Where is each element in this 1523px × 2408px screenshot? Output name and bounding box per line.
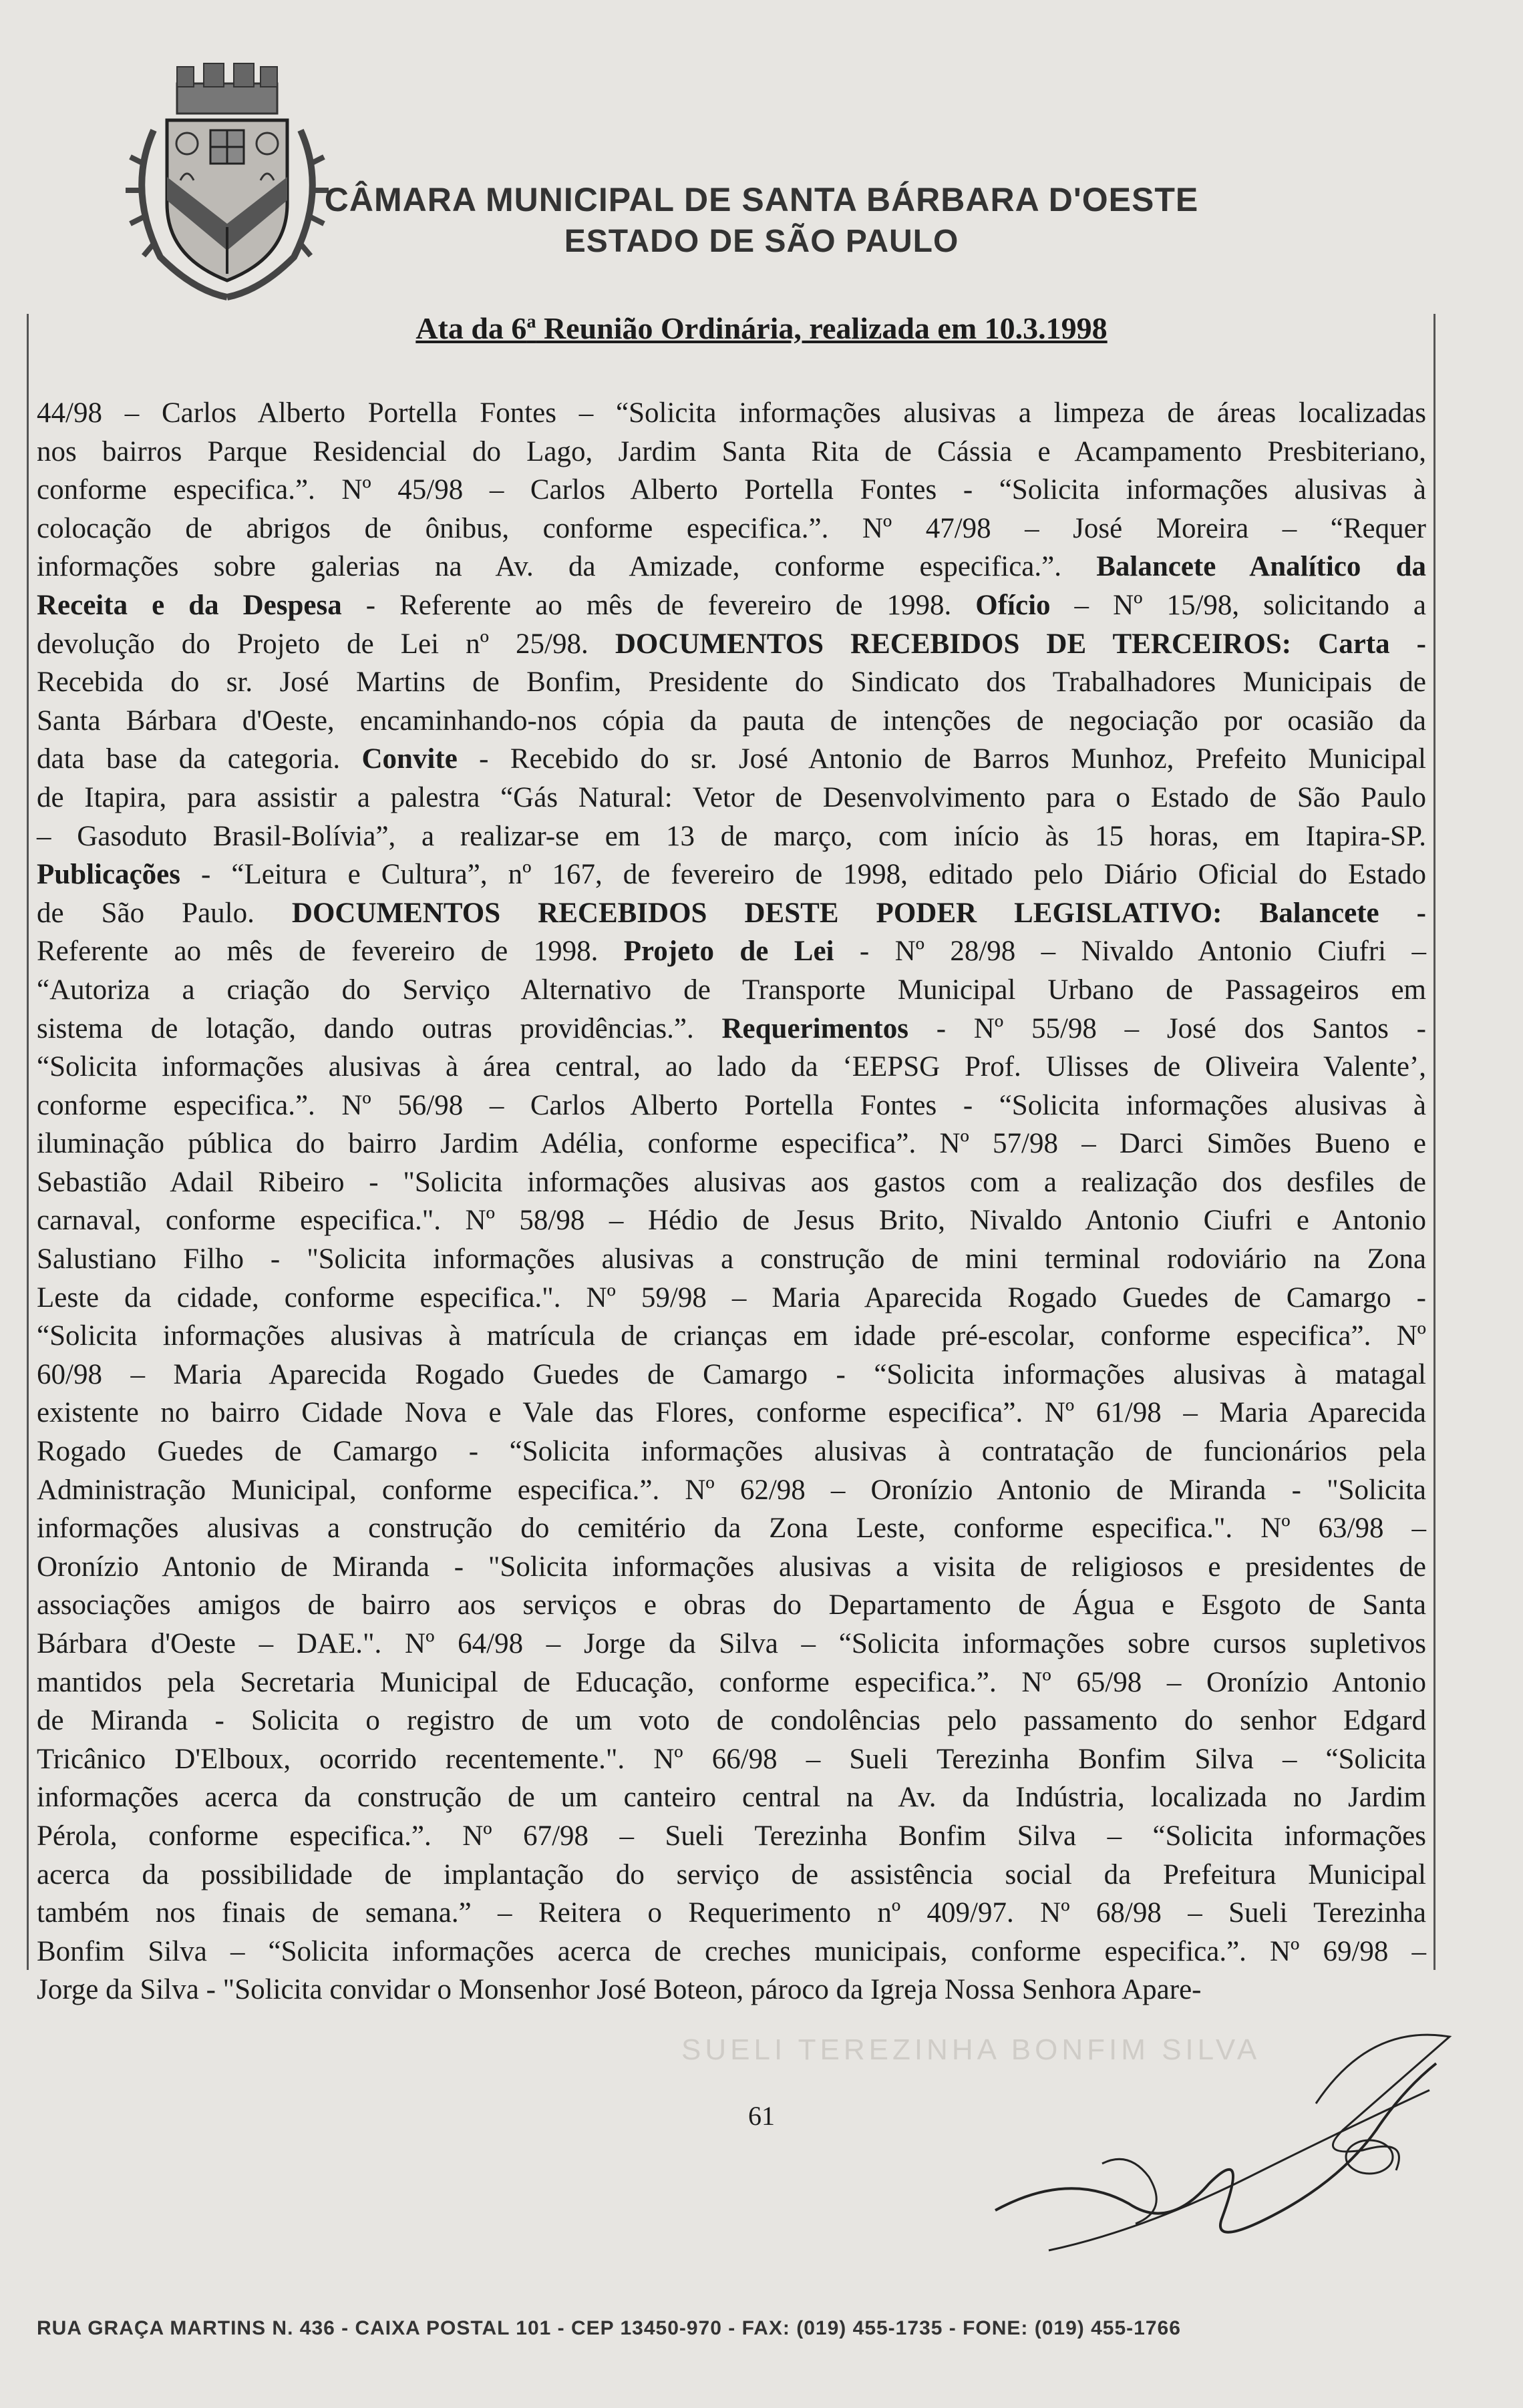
text-segment: também nos finais de semana.” – Reitera o Requerimento nº 409/97. Nº 68/98 – Sueli Terezinha bbox=[37, 1897, 1426, 1929]
text-line bbox=[37, 1817, 1426, 1856]
text-line bbox=[37, 663, 1426, 702]
text-line bbox=[37, 548, 1426, 586]
text-segment: existente no bairro Cidade Nova e Vale das Flores, conforme especifica”. Nº 61/98 – Maria Aparecida bbox=[37, 1397, 1426, 1429]
text-line bbox=[37, 1240, 1426, 1279]
state-name: ESTADO DE SÃO PAULO bbox=[564, 224, 959, 259]
text-line bbox=[37, 1894, 1426, 1933]
text-segment: colocação de abrigos de ônibus, conforme especifica.”. Nº 47/98 – José Moreira – “Requer bbox=[37, 512, 1426, 544]
text-segment: data base da categoria. bbox=[37, 743, 362, 775]
text-line bbox=[37, 740, 1426, 779]
text-segment: conforme especifica.”. Nº 56/98 – Carlos Alberto Portella Fontes - “Solicita informações alusivas à bbox=[37, 1089, 1426, 1121]
text-line bbox=[37, 433, 1426, 471]
text-segment: carnaval, conforme especifica.". Nº 58/98 – Hédio de Jesus Brito, Nivaldo Antonio Ciufri e Antonio bbox=[37, 1205, 1426, 1237]
text-line bbox=[37, 1971, 1426, 2009]
text-line bbox=[37, 510, 1426, 548]
text-line bbox=[37, 1086, 1426, 1125]
text-line bbox=[37, 471, 1426, 510]
text-segment: de Itapira, para assistir a palestra “Gás Natural: Vetor de Desenvolvimento para o Estado de São Paulo bbox=[37, 781, 1426, 813]
text-segment: - Nº 55/98 – José dos Santos - bbox=[908, 1012, 1426, 1044]
text-line bbox=[37, 1125, 1426, 1163]
text-line bbox=[37, 1394, 1426, 1432]
faded-stamp-text: SUELI TEREZINHA BONFIM SILVA bbox=[681, 2033, 1261, 2066]
minutes-body bbox=[37, 394, 1426, 2009]
bold-segment: Balancete Analítico da bbox=[1096, 551, 1427, 583]
page-number: 61 bbox=[748, 2101, 775, 2131]
document-title bbox=[0, 311, 1523, 346]
text-line bbox=[37, 1471, 1426, 1510]
text-line bbox=[37, 779, 1426, 817]
text-segment: Administração Municipal, conforme especifica.”. Nº 62/98 – Oronízio Antonio de Miranda - "Solicita bbox=[37, 1474, 1426, 1506]
text-line bbox=[37, 625, 1426, 664]
bold-segment: DOCUMENTOS RECEBIDOS DE TERCEIROS: Carta - bbox=[615, 628, 1426, 660]
text-line bbox=[37, 1356, 1426, 1394]
bold-segment: DOCUMENTOS RECEBIDOS DESTE PODER LEGISLATIVO: Balancete - bbox=[291, 897, 1426, 929]
right-margin-line bbox=[1433, 314, 1435, 1970]
text-segment: Bonfim Silva – “Solicita informações acerca de creches municipais, conforme especifica.”. Nº 69/98 – bbox=[37, 1935, 1426, 1967]
text-segment: de São Paulo. bbox=[37, 897, 292, 929]
text-line bbox=[37, 932, 1426, 971]
text-line bbox=[37, 1163, 1426, 1202]
address-footer: RUA GRAÇA MARTINS N. 436 - CAIXA POSTAL 101 - CEP 13450-970 - FAX: (019) 455-1735 - FONE: (019) 455-1766 bbox=[37, 2317, 1181, 2339]
bold-segment: Ofício bbox=[975, 589, 1051, 621]
text-line bbox=[37, 1701, 1426, 1740]
text-line bbox=[37, 1201, 1426, 1240]
text-line bbox=[37, 817, 1426, 856]
text-segment: Tricânico D'Elboux, ocorrido recentemente.". Nº 66/98 – Sueli Terezinha Bonfim Silva – “Solicita bbox=[37, 1743, 1426, 1775]
text-segment: Rogado Guedes de Camargo - “Solicita informações alusivas à contratação de funcionários pela bbox=[37, 1436, 1426, 1468]
text-line bbox=[37, 1778, 1426, 1817]
text-segment: informações alusivas a construção do cemitério da Zona Leste, conforme especifica.". Nº 63/98 – bbox=[37, 1513, 1426, 1545]
text-segment: “Solicita informações alusivas à área central, ao lado da ‘EEPSG Prof. Ulisses de Oliveira Valente’, bbox=[37, 1051, 1426, 1083]
text-segment: - Nº 28/98 – Nivaldo Antonio Ciufri – bbox=[834, 936, 1426, 968]
text-segment: Leste da cidade, conforme especifica.". Nº 59/98 – Maria Aparecida Rogado Guedes de Camargo - bbox=[37, 1281, 1426, 1314]
text-segment: iluminação pública do bairro Jardim Adélia, conforme especifica”. Nº 57/98 – Darci Simões Bueno e bbox=[37, 1128, 1426, 1160]
text-segment: conforme especifica.”. Nº 45/98 – Carlos Alberto Portella Fontes - “Solicita informações alusivas à bbox=[37, 474, 1426, 506]
text-segment: informações sobre galerias na Av. da Amizade, conforme especifica.”. bbox=[37, 551, 1097, 583]
text-segment: “Autoriza a criação do Serviço Alternativo de Transporte Municipal Urbano de Passageiros em bbox=[37, 974, 1426, 1006]
text-line bbox=[37, 855, 1426, 894]
text-segment: devolução do Projeto de Lei nº 25/98. bbox=[37, 628, 615, 660]
text-line bbox=[37, 1279, 1426, 1318]
left-margin-line bbox=[27, 314, 29, 1970]
text-line bbox=[37, 1317, 1426, 1356]
bold-segment: Receita e da Despesa bbox=[37, 589, 342, 621]
text-line bbox=[37, 1856, 1426, 1894]
text-line bbox=[37, 1432, 1426, 1471]
text-line bbox=[37, 1010, 1426, 1048]
bold-segment: Requerimentos bbox=[721, 1012, 908, 1044]
title-prefix: Ata da 6 bbox=[415, 311, 527, 345]
bold-segment: Projeto de Lei bbox=[623, 936, 834, 968]
text-segment: sistema de lotação, dando outras providências.”. bbox=[37, 1012, 722, 1044]
text-segment: “Solicita informações alusivas à matrícula de crianças em idade pré-escolar, conforme especifica”. Nº bbox=[37, 1320, 1426, 1352]
text-segment: Recebida do sr. José Martins de Bonfim, Presidente do Sindicato dos Trabalhadores Municipais de bbox=[37, 666, 1426, 698]
text-segment: Sebastião Adail Ribeiro - "Solicita informações alusivas aos gastos com a realização dos desfiles de bbox=[37, 1166, 1426, 1198]
title-suffix: Reunião Ordinária, realizada em 10.3.1998 bbox=[536, 311, 1108, 345]
text-line bbox=[37, 702, 1426, 741]
text-segment: nos bairros Parque Residencial do Lago, Jardim Santa Rita de Cássia e Acampamento Presbiteriano, bbox=[37, 435, 1426, 467]
text-segment: 44/98 – Carlos Alberto Portella Fontes – “Solicita informações alusivas a limpeza de áreas localizadas bbox=[37, 397, 1426, 429]
text-segment: Salustiano Filho - "Solicita informações alusivas a construção de mini terminal rodoviário na Zona bbox=[37, 1243, 1426, 1275]
text-segment: Pérola, conforme especifica.”. Nº 67/98 – Sueli Terezinha Bonfim Silva – “Solicita informações bbox=[37, 1820, 1426, 1852]
text-line bbox=[37, 894, 1426, 933]
text-line bbox=[37, 1586, 1426, 1625]
title-ordinal: a bbox=[526, 311, 536, 333]
text-segment: acerca da possibilidade de implantação do serviço de assistência social da Prefeitura Municipal bbox=[37, 1858, 1426, 1890]
text-segment: 60/98 – Maria Aparecida Rogado Guedes de Camargo - “Solicita informações alusivas à matagal bbox=[37, 1358, 1426, 1390]
text-line bbox=[37, 586, 1426, 625]
text-segment: mantidos pela Secretaria Municipal de Educação, conforme especifica.”. Nº 65/98 – Oronízio Antonio bbox=[37, 1666, 1426, 1698]
text-segment: – Nº 15/98, solicitando a bbox=[1050, 589, 1426, 621]
text-segment: – Gasoduto Brasil-Bolívia”, a realizar-se em 13 de março, com início às 15 horas, em Itapira-SP. bbox=[37, 820, 1426, 852]
text-segment: associações amigos de bairro aos serviços e obras do Departamento de Água e Esgoto de Santa bbox=[37, 1589, 1426, 1621]
handwritten-signature bbox=[969, 2010, 1476, 2277]
text-line bbox=[37, 1625, 1426, 1663]
text-segment: Bárbara d'Oeste – DAE.". Nº 64/98 – Jorge da Silva – “Solicita informações sobre cursos supletivos bbox=[37, 1628, 1426, 1659]
text-segment: - Referente ao mês de fevereiro de 1998. bbox=[341, 589, 976, 621]
institution-name: CÂMARA MUNICIPAL DE SANTA BÁRBARA D'OESTE bbox=[324, 181, 1199, 218]
text-line bbox=[37, 1740, 1426, 1779]
text-line bbox=[37, 1509, 1426, 1548]
text-line bbox=[37, 1663, 1426, 1702]
text-line bbox=[37, 971, 1426, 1010]
text-segment: Oronízio Antonio de Miranda - "Solicita informações alusivas a visita de religiosos e presidentes de bbox=[37, 1551, 1426, 1583]
text-line bbox=[37, 1548, 1426, 1587]
text-line bbox=[37, 1933, 1426, 1971]
bold-segment: Convite bbox=[361, 743, 458, 775]
text-segment: Santa Bárbara d'Oeste, encaminhando-nos cópia da pauta de intenções de negociação por ocasião da bbox=[37, 705, 1426, 737]
text-segment: de Miranda - Solicita o registro de um voto de condolências pelo passamento do senhor Edgard bbox=[37, 1705, 1426, 1737]
text-segment: - “Leitura e Cultura”, nº 167, de fevereiro de 1998, editado pelo Diário Oficial do Estado bbox=[180, 859, 1426, 891]
text-segment: Jorge da Silva - "Solicita convidar o Monsenhor José Boteon, pároco da Igreja Nossa Senhora Apare- bbox=[37, 1974, 1202, 2006]
text-segment: Referente ao mês de fevereiro de 1998. bbox=[37, 936, 624, 968]
text-line bbox=[37, 1048, 1426, 1086]
text-segment: - Recebido do sr. José Antonio de Barros Munhoz, Prefeito Municipal bbox=[457, 743, 1426, 775]
bold-segment: Publicações bbox=[37, 859, 180, 891]
text-segment: informações acerca da construção de um canteiro central na Av. da Indústria, localizada no Jardim bbox=[37, 1782, 1426, 1814]
text-line bbox=[37, 394, 1426, 433]
